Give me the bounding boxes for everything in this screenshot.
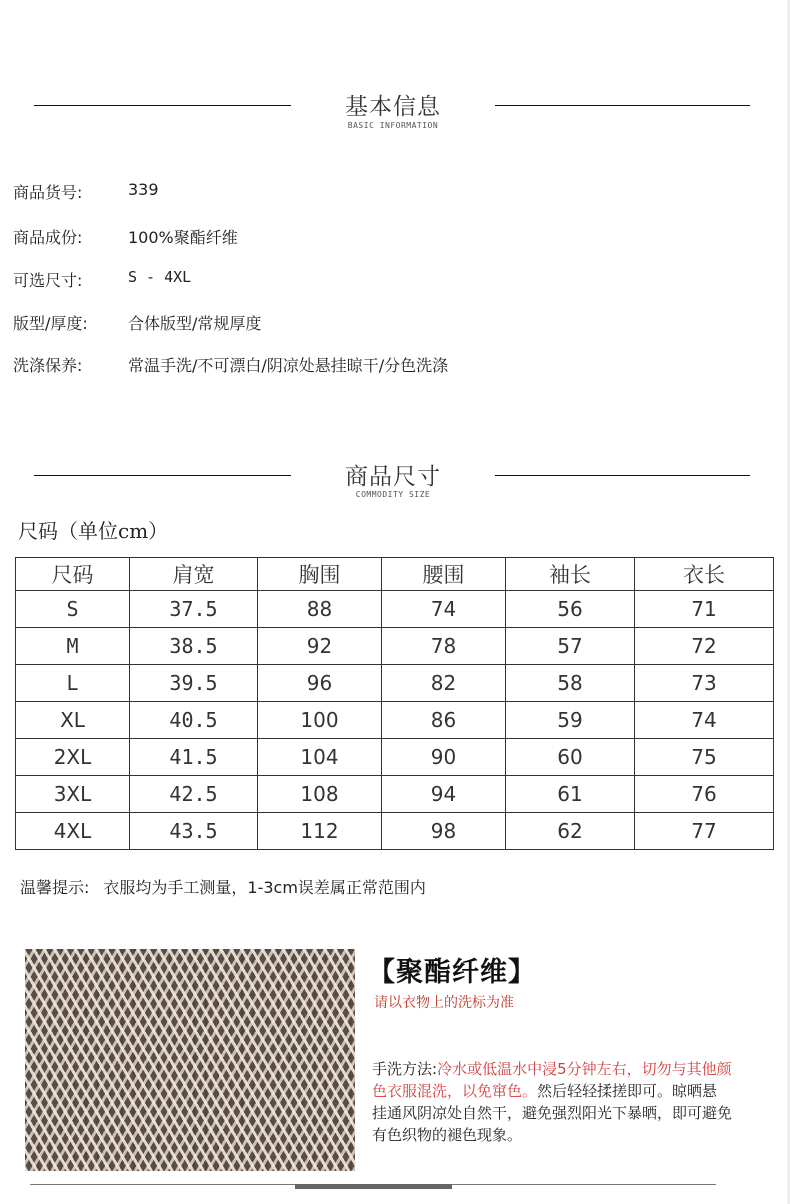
cell-length: 75 [635, 739, 774, 776]
cell-chest: 100 [258, 702, 382, 739]
cell-sleeve: 56 [506, 591, 635, 628]
basic-info-header [0, 88, 790, 148]
cell-shoulder: 43.5 [130, 813, 258, 850]
tip-label: 温馨提示: [20, 878, 90, 897]
cell-size: L [16, 665, 130, 702]
tip-text: 衣服均为手工测量，1-3cm误差属正常范围内 [103, 878, 426, 897]
cell-chest: 88 [258, 591, 382, 628]
commodity-size-title: 商品尺寸 [345, 464, 441, 490]
basic-info-title: 基本信息 [345, 94, 441, 120]
info-value: 339 [128, 180, 159, 199]
info-key: 商品成份: [13, 228, 83, 247]
cell-length: 73 [635, 665, 774, 702]
info-value: 常温手洗/不可漂白/阴凉处悬挂晾干/分色洗涤 [128, 356, 449, 375]
table-row [16, 665, 774, 702]
cell-chest: 108 [258, 776, 382, 813]
cell-size: 3XL [16, 776, 130, 813]
info-key: 洗涤保养: [13, 356, 83, 375]
cell-size: S [16, 591, 130, 628]
table-row [16, 628, 774, 665]
cell-chest: 104 [258, 739, 382, 776]
cell-waist: 82 [382, 665, 506, 702]
info-key: 商品货号: [13, 183, 83, 202]
cell-sleeve: 59 [506, 702, 635, 739]
cell-waist: 86 [382, 702, 506, 739]
table-row [16, 739, 774, 776]
info-value: 100%聚酯纤维 [128, 228, 238, 247]
cell-sleeve: 62 [506, 813, 635, 850]
info-key: 版型/厚度: [13, 314, 88, 333]
cell-sleeve: 60 [506, 739, 635, 776]
col-header-chest: 胸围 [258, 558, 382, 591]
info-value: 合体版型/常规厚度 [128, 314, 262, 333]
cell-length: 74 [635, 702, 774, 739]
cell-shoulder: 40.5 [130, 702, 258, 739]
fabric-title: 【聚酯纤维】 [368, 957, 536, 988]
cell-shoulder: 37.5 [130, 591, 258, 628]
basic-info-subtitle: BASIC INFORMATION [347, 121, 439, 130]
size-table-header-row [16, 558, 774, 591]
wash-instructions [372, 1058, 732, 1146]
cell-shoulder: 41.5 [130, 739, 258, 776]
cell-length: 72 [635, 628, 774, 665]
size-unit-label: 尺码（单位cm） [18, 519, 169, 543]
cell-length: 77 [635, 813, 774, 850]
cell-waist: 74 [382, 591, 506, 628]
cell-waist: 94 [382, 776, 506, 813]
wash-warning: 冷水或低温水中浸5分钟左右，切勿与其他颜色衣服混洗，以免窜色。 [372, 1060, 732, 1100]
size-table [15, 557, 774, 850]
fabric-subtitle: 请以衣物上的洗标为准 [374, 995, 514, 1011]
info-value: S - 4XL [128, 268, 192, 286]
col-header-sleeve: 袖长 [506, 558, 635, 591]
col-header-waist: 腰围 [382, 558, 506, 591]
cell-sleeve: 58 [506, 665, 635, 702]
cell-shoulder: 39.5 [130, 665, 258, 702]
commodity-size-subtitle: COMMODITY SIZE [355, 490, 431, 499]
table-row [16, 776, 774, 813]
cell-chest: 92 [258, 628, 382, 665]
col-header-size: 尺码 [16, 558, 130, 591]
cell-size: XL [16, 702, 130, 739]
cell-sleeve: 61 [506, 776, 635, 813]
col-header-shoulder: 肩宽 [130, 558, 258, 591]
table-row [16, 702, 774, 739]
wash-label: 手洗方法: [372, 1060, 438, 1078]
measurement-tip [20, 875, 426, 898]
cell-sleeve: 57 [506, 628, 635, 665]
commodity-size-header [0, 458, 790, 518]
info-key: 可选尺寸: [13, 271, 83, 290]
header-rule-right [495, 475, 750, 476]
table-row [16, 813, 774, 850]
wash-details: 然后轻轻揉搓即可。晾晒悬挂通风阴凉处自然干，避免强烈阳光下暴晒，即可避免有色织物的褪色现象。 [372, 1082, 733, 1144]
cell-size: 2XL [16, 739, 130, 776]
fabric-image [25, 949, 355, 1171]
cell-length: 76 [635, 776, 774, 813]
col-header-length: 衣长 [635, 558, 774, 591]
cell-size: M [16, 628, 130, 665]
cell-waist: 78 [382, 628, 506, 665]
cell-chest: 112 [258, 813, 382, 850]
table-row [16, 591, 774, 628]
cell-waist: 98 [382, 813, 506, 850]
cell-length: 71 [635, 591, 774, 628]
cell-waist: 90 [382, 739, 506, 776]
header-rule-right [495, 105, 750, 106]
cell-chest: 96 [258, 665, 382, 702]
cell-shoulder: 38.5 [130, 628, 258, 665]
cell-size: 4XL [16, 813, 130, 850]
bottom-accent-bar [295, 1184, 452, 1189]
cell-shoulder: 42.5 [130, 776, 258, 813]
